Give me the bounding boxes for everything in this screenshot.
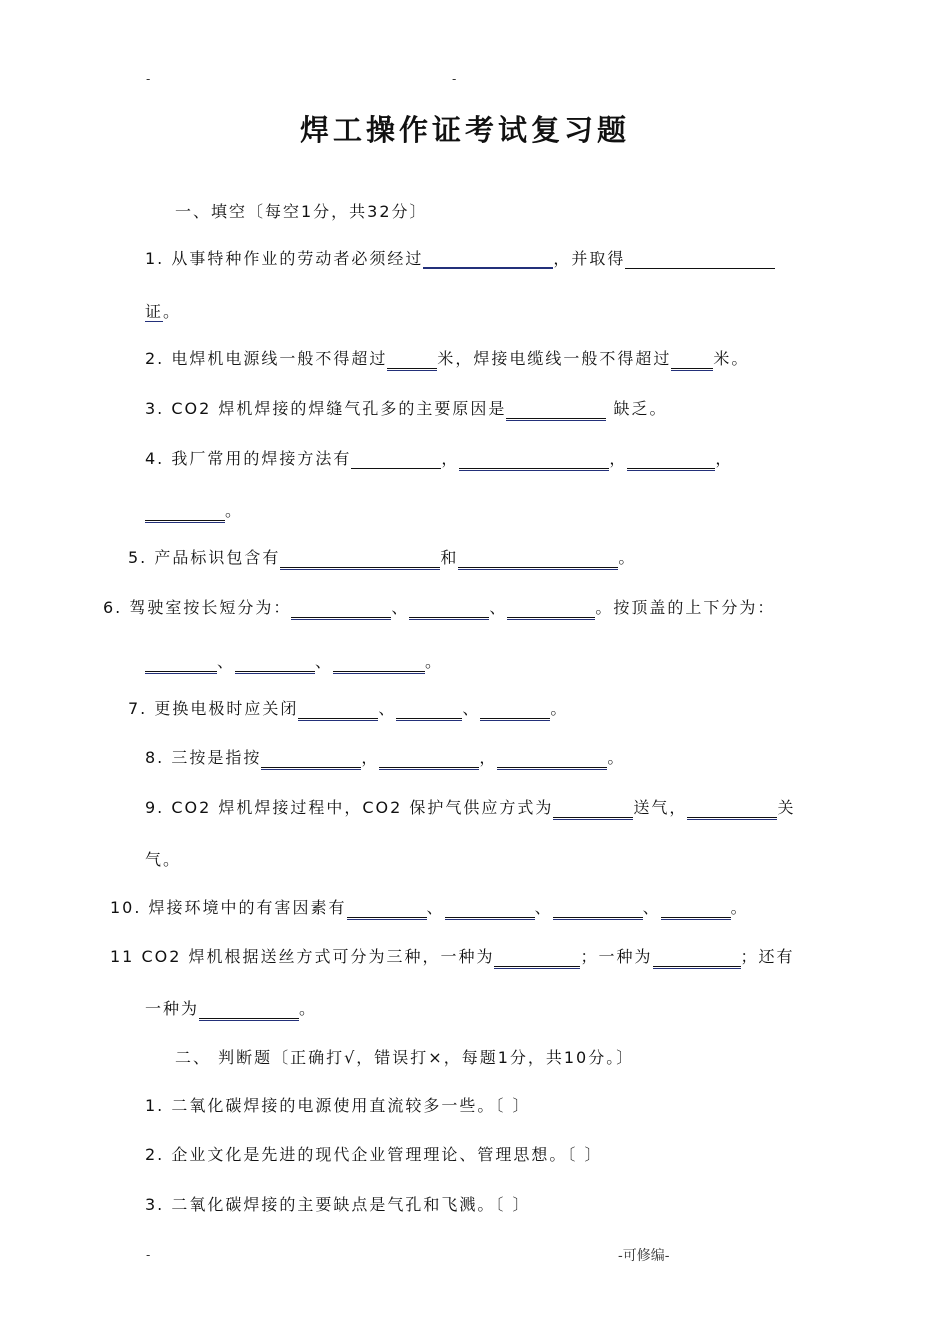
q6-text: 6. 驾驶室按长短分为： xyxy=(103,598,292,617)
q11-blank-1[interactable] xyxy=(494,948,580,967)
q1-blank-2[interactable] xyxy=(625,250,775,269)
q2-blank-2[interactable] xyxy=(671,350,713,369)
q3-text-2: 缺乏。 xyxy=(606,399,668,418)
q6-sep-1: 、 xyxy=(391,598,410,617)
question-4 xyxy=(145,448,733,470)
q4-blank-2[interactable] xyxy=(459,450,609,469)
q6-blank-1[interactable] xyxy=(291,599,391,618)
question-11-cont xyxy=(145,998,317,1020)
q10-text: 10. 焊接环境中的有害因素有 xyxy=(110,898,347,917)
q10-sep-2: 、 xyxy=(534,898,553,917)
q4-blank-1[interactable] xyxy=(351,450,441,469)
question-1 xyxy=(145,248,775,270)
section1-heading: 一、填空〔每空1分，共32分〕 xyxy=(175,202,428,221)
q8-sep-2: ， xyxy=(479,748,498,767)
q5-text: 5. 产品标识包含有 xyxy=(128,548,281,567)
q6-blank-5[interactable] xyxy=(235,653,315,672)
q7-text-2: 。 xyxy=(550,699,569,718)
q4-blank-4[interactable] xyxy=(145,502,225,521)
question-9-cont xyxy=(145,849,181,871)
q11-text: 11 CO2 焊机根据送丝方式可分为三种，一种为 xyxy=(110,947,495,966)
question-9 xyxy=(145,797,795,819)
question-11 xyxy=(110,946,795,968)
q11-text-3: ；还有 xyxy=(740,947,795,966)
q6-blank-3[interactable] xyxy=(507,599,595,618)
q6-sep-2: 、 xyxy=(489,598,508,617)
q4-blank-3[interactable] xyxy=(627,450,715,469)
q6-blank-2[interactable] xyxy=(409,599,489,618)
q11-text-2: ；一种为 xyxy=(580,947,653,966)
q8-sep-1: ， xyxy=(361,748,380,767)
q9-blank-2[interactable] xyxy=(687,799,777,818)
q8-blank-1[interactable] xyxy=(261,749,361,768)
q8-text: 8. 三按是指按 xyxy=(145,748,262,767)
q4-text-2: ， xyxy=(441,449,460,468)
footer-left-mark: - xyxy=(146,1248,151,1262)
footer-text: -可修编- xyxy=(618,1248,670,1264)
q1-text: 1. 从事特种作业的劳动者必须经过 xyxy=(145,249,424,268)
q10-blank-2[interactable] xyxy=(445,899,535,918)
q4-text-5: 。 xyxy=(225,501,244,520)
q4-text-4: ， xyxy=(715,449,734,468)
q6-text-2: 。按顶盖的上下分为： xyxy=(595,598,776,617)
judgement-3: 3. 二氧化碳焊接的主要缺点是气孔和飞溅。〔 〕 xyxy=(145,1195,531,1214)
q9-text-4: 气。 xyxy=(145,850,182,869)
question-5 xyxy=(128,547,636,569)
q5-text-2: 和 xyxy=(440,548,459,567)
q7-blank-3[interactable] xyxy=(480,700,550,719)
page-title: 焊工操作证考试复习题 xyxy=(300,113,631,147)
q10-text-2: 。 xyxy=(730,898,749,917)
q7-sep-1: 、 xyxy=(378,699,397,718)
header-right-mark: - xyxy=(452,72,457,86)
q7-blank-1[interactable] xyxy=(298,700,378,719)
q8-blank-3[interactable] xyxy=(497,749,607,768)
q1-text-2: ，并取得 xyxy=(553,249,626,268)
q6-sep-3: 、 xyxy=(217,652,236,671)
q10-blank-4[interactable] xyxy=(661,899,731,918)
question-6 xyxy=(103,597,775,619)
q2-text: 2. 电焊机电源线一般不得超过 xyxy=(145,349,388,368)
q7-text: 7. 更换电极时应关闭 xyxy=(128,699,299,718)
q5-blank-1[interactable] xyxy=(280,549,440,568)
q6-sep-4: 、 xyxy=(315,652,334,671)
q10-sep-3: 、 xyxy=(642,898,661,917)
q1-text-3: 证 xyxy=(145,302,164,321)
question-6-cont xyxy=(145,651,443,673)
q11-text-4: 一种为 xyxy=(145,999,200,1018)
q10-blank-1[interactable] xyxy=(347,899,427,918)
q2-text-2: 米，焊接电缆线一般不得超过 xyxy=(437,349,672,368)
question-8 xyxy=(145,747,625,769)
q11-blank-2[interactable] xyxy=(653,948,741,967)
q3-text: 3. CO2 焊机焊接的焊缝气孔多的主要原因是 xyxy=(145,399,507,418)
question-10 xyxy=(110,897,749,919)
q5-blank-2[interactable] xyxy=(458,549,618,568)
q2-blank-1[interactable] xyxy=(387,350,437,369)
q9-text: 9. CO2 焊机焊接过程中，CO2 保护气供应方式为 xyxy=(145,798,554,817)
judgement-1: 1. 二氧化碳焊接的电源使用直流较多一些。〔 〕 xyxy=(145,1096,531,1115)
q1-text-4: 。 xyxy=(163,302,182,321)
q6-blank-4[interactable] xyxy=(145,653,217,672)
q11-text-5: 。 xyxy=(299,999,318,1018)
q7-sep-2: 、 xyxy=(462,699,481,718)
q5-text-3: 。 xyxy=(618,548,637,567)
q8-text-2: 。 xyxy=(607,748,626,767)
q8-blank-2[interactable] xyxy=(379,749,479,768)
q1-blank-1[interactable] xyxy=(423,249,553,269)
q10-sep-1: 、 xyxy=(426,898,445,917)
section2-heading: 二、 判断题〔正确打√，错误打×，每题1分，共10分。〕 xyxy=(175,1048,635,1067)
q6-text-3: 。 xyxy=(425,652,444,671)
header-left-mark: - xyxy=(146,72,151,86)
q7-blank-2[interactable] xyxy=(396,700,462,719)
judgement-2: 2. 企业文化是先进的现代企业管理理论、管理思想。〔 〕 xyxy=(145,1145,603,1164)
q6-blank-6[interactable] xyxy=(333,653,425,672)
q9-text-3: 关 xyxy=(777,798,796,817)
q10-blank-3[interactable] xyxy=(553,899,643,918)
q2-text-3: 米。 xyxy=(713,349,750,368)
q11-blank-3[interactable] xyxy=(199,1000,299,1019)
question-4-cont xyxy=(145,500,243,522)
question-2 xyxy=(145,348,749,370)
q9-blank-1[interactable] xyxy=(553,799,633,818)
q4-text-3: ， xyxy=(609,449,628,468)
q9-text-2: 送气， xyxy=(633,798,688,817)
q3-blank-1[interactable] xyxy=(506,400,606,419)
question-1-cont xyxy=(145,301,181,323)
question-7 xyxy=(128,698,568,720)
q4-text: 4. 我厂常用的焊接方法有 xyxy=(145,449,352,468)
question-3 xyxy=(145,398,667,420)
